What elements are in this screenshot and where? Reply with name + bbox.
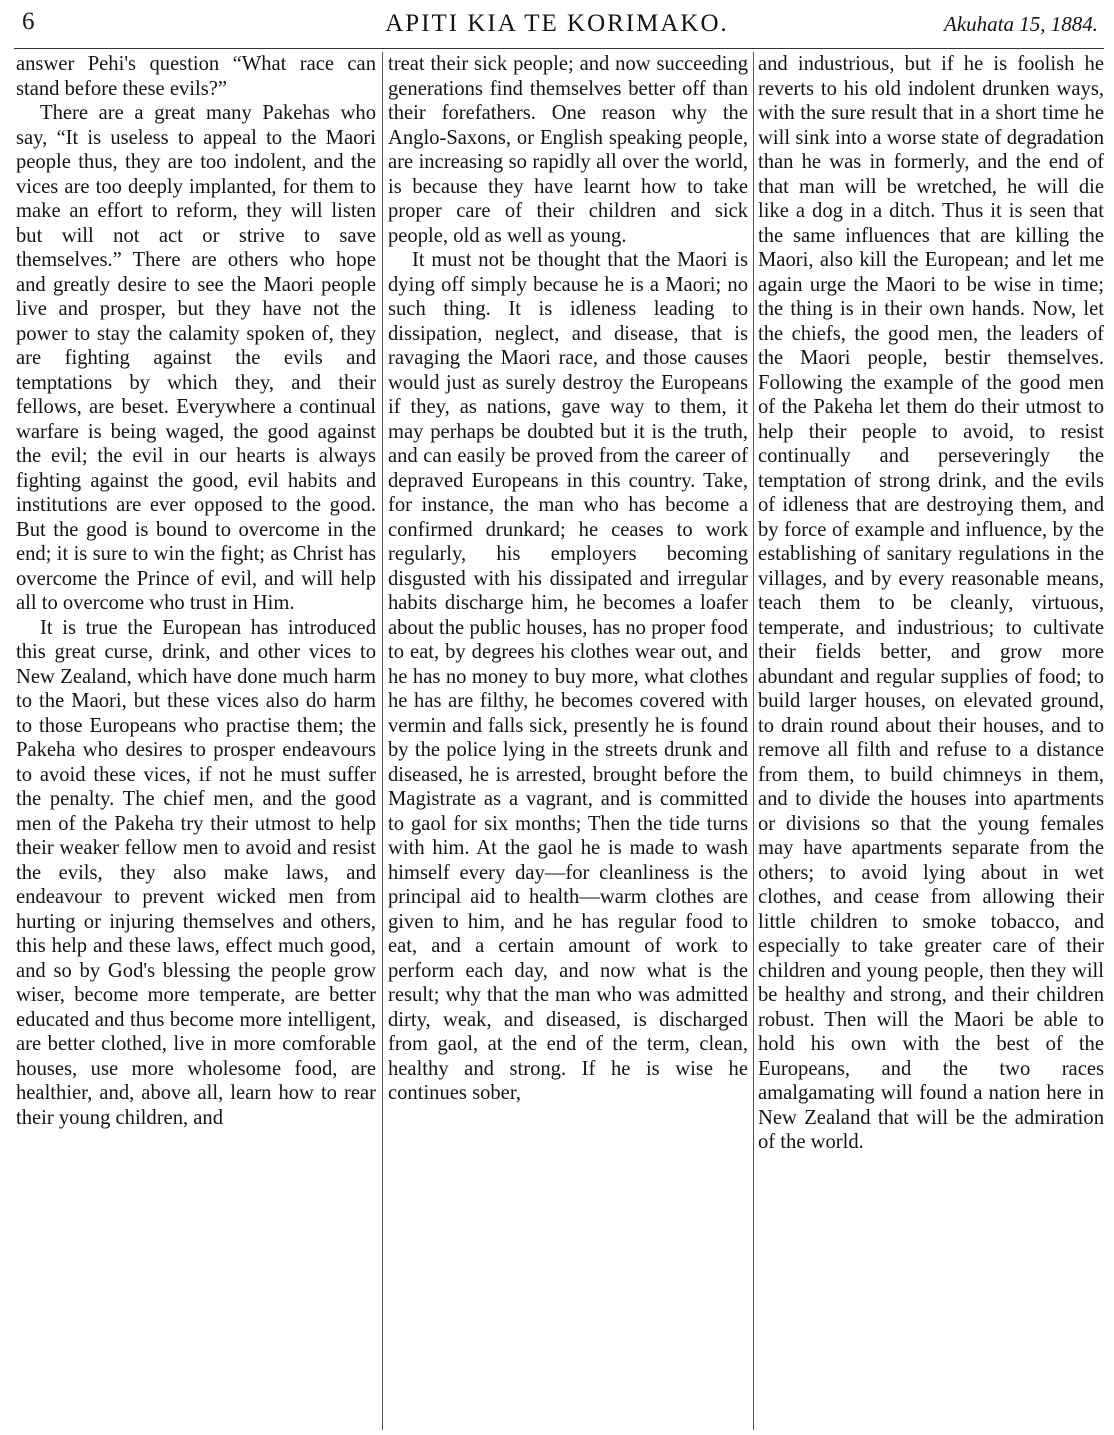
column-3 xyxy=(758,52,1104,1430)
page-header xyxy=(0,6,1114,46)
masthead-title: APITI KIA TE KORIMAKO. xyxy=(385,10,729,37)
paragraph: It is true the European has introduced this great curse, drink, and other vices to New Zealand, which have done much harm to the Maori, but these vices also do harm to those Europeans who practise them; the Pakeha who desires to prosper endeavours to avoid these vices, if not he must suffer the penalty. The chief men, and the good men of the Pakeha try their utmost to help their weaker fellow men to avoid and resist the evils, they also make laws, and endeavour to prevent wicked men from hurting or injuring themselves and others, this help and these laws, effect much good, and so by God's blessing the people grow wiser, become more temperate, are better educated and thus become more intelligent, are better clothed, live in more comforable houses, use more wholesome food, are healthier, and, above all, learn how to rear their young children, and xyxy=(16,616,376,1129)
paragraph: It must not be thought that the Maori is dying off simply because he is a Maori; no such thing. It is idleness leading to dissipation, neglect, and disease, that is ravaging the Maori race, and those causes would just as surely destroy the Europeans if they, as nations, gave way to them, it may perhaps be doubted but it is the truth, and can easily be proved from the career of depraved Europeans in this country. Take, for instance, the man who has become a confirmed drunkard; he ceases to work regularly, his employers becoming disgusted with his dissipated and irregular habits discharge him, he becomes a loafer about the public houses, has no proper food to eat, by degrees his clothes wear out, and he has no money to buy more, what clothes he has are filthy, he becomes covered with vermin and falls sick, presently he is found by the police lying in the streets drunk and diseased, he is arrested, brought before the Magistrate as a vagrant, and is committed to gaol for six months; Then the tide turns with him. At the gaol he is made to wash himself every day—for cleanliness is the principal aid to health—warm clothes are given to him, and he has regular food to eat, and a certain amount of work to perform each day, and now what is the result; why that the man who was admitted dirty, weak, and diseased, is discharged from gaol, at the end of the term, clean, healthy and strong. If he is wise he continues sober, xyxy=(388,249,748,1104)
issue-date: Akuhata 15, 1884. xyxy=(944,12,1098,36)
paragraph: treat their sick people; and now succeeding generations find themselves better off than their forefathers. One reason why the Anglo-Saxons, or English speaking people, are increasing so rapidly all over the world, is because they have learnt how to take proper care of their children and sick people, old as well as young. xyxy=(388,53,748,247)
paragraph: and industrious, but if he is foolish he reverts to his old indolent drunken ways, with the sure result that in a short time he will sink into a worse state of degradation than he was in formerly, and the end of that man will be wretched, he will die like a dog in a ditch. Thus it is seen that the same influences that are killing the Maori, also kill the European; and let me again urge the Maori to be wise in time; the thing is in their own hands. Now, let the chiefs, the good men, the leaders of the Maori people, bestir themselves. Following the example of the good men of the Pakeha let them do their utmost to help their people to avoid, to resist continually and perseveringly the temptation of strong drink, and the evils of idleness that are destroying them, and by force of example and influence, by the establishing of sanitary regulations in the villages, and by every reasonable means, teach them to be cleanly, virtuous, temperate, and industrious; to cultivate their fields better, and grow more abundant and regular supplies of food; to build larger houses, on elevated ground, to drain round about their houses, and to remove all filth and refuse to a distance from them, to build chimneys in them, and to divide the houses into apartments or divisions so that the young females may have apartments separate from the others; to avoid lying about in wet clothes, and cease from allowing their little children to smoke tobacco, and especially to take greater care of their children and young people, then they will be healthy and strong, and their children robust. Then will the Maori be able to hold his own with the best of the Europeans, and the two races amalgamating will found a nation here in New Zealand that will be the admiration of the world. xyxy=(758,53,1104,1153)
column-2 xyxy=(388,52,748,1430)
column-divider xyxy=(753,52,754,1430)
paragraph: answer Pehi's question “What race can stand before these evils?” xyxy=(16,53,376,100)
page-number: 6 xyxy=(22,8,35,35)
paragraph: There are a great many Pakehas who say, “It is useless to appeal to the Maori people thus, they are too indolent, and the vices are too deeply implanted, for them to make an effort to reform, they will listen but will not act or strive to save themselves.” There are others who hope and greatly desire to see the Maori people live and prosper, but they have not the power to stay the calamity spoken of, they are fighting against the evils and temptations by which they, and their fellows, are beset. Everywhere a continual warfare is being waged, the good against the evil; the evil in our hearts is always fighting against the good, evil habits and institutions are ever opposed to the good. But the good is bound to overcome in the end; it is sure to win the fight; as Christ has overcome the Prince of evil, and will help all to overcome who trust in Him. xyxy=(16,102,376,614)
column-1 xyxy=(16,52,376,1430)
header-rule xyxy=(14,48,1104,49)
column-divider xyxy=(382,52,383,1430)
